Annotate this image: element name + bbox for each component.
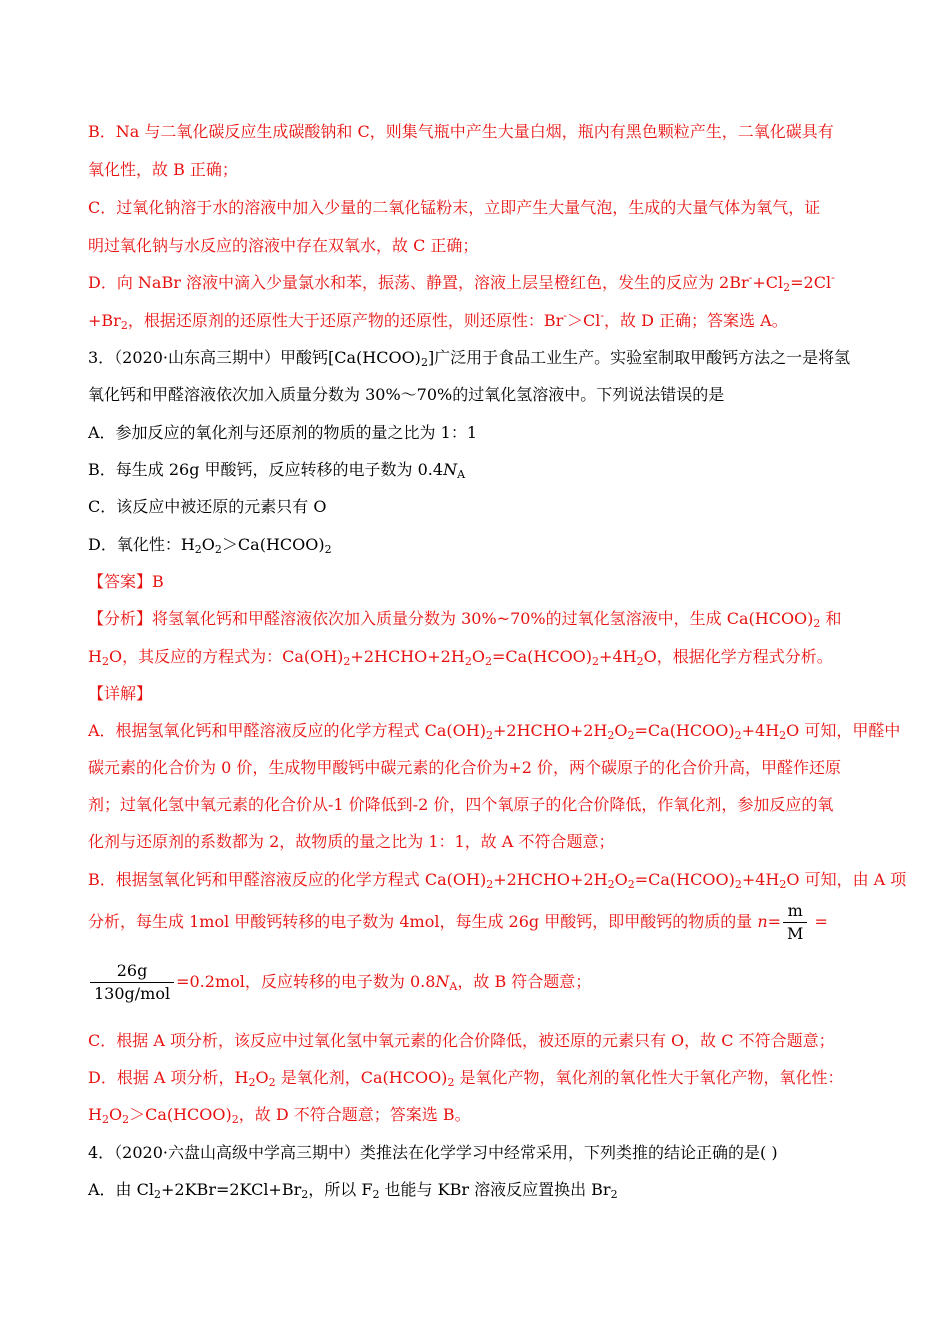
q3-detail-a-line2: 碳元素的化合价为 0 价，生成物甲酸钙中碳元素的化合价为+2 价，两个碳原子的化合价升高，甲醛作还原 — [88, 758, 842, 777]
q3-stem-line2: 氧化钙和甲醛溶液依次加入质量分数为 30%～70%的过氧化氢溶液中。下列说法错误的是 — [88, 385, 725, 404]
q3-detail-label: 【详解】 — [88, 684, 153, 703]
q3-option-a: A．参加反应的氧化剂与还原剂的物质的量之比为 1：1 — [88, 423, 478, 442]
q3-analysis-line2: $H_2O$，其反应的方程式为：$Ca(OH)_2+2HCHO+2H_2O_2=Ca(HCOO)_2+4H_2O$，根据化学方程式分析。 — [88, 647, 833, 668]
fraction-m-over-m: $\frac{m}{M}$ — [783, 900, 807, 945]
q3-detail-b-line1: B．根据氢氧化钙和甲醛溶液反应的化学方程式 $Ca(OH)_2+2HCHO+2H_2O_2=Ca(HCOO)_2+4H_2O$ 可知，由 A 项 — [88, 870, 907, 891]
q3-detail-c: C．根据 A 项分析，该反应中过氧化氢中氧元素的化合价降低，被还原的元素只有 O，故 C 不符合题意； — [88, 1031, 835, 1050]
q3-detail-b-line2: 分析，每生成 1mol 甲酸钙转移的电子数为 4mol，每生成 26g 甲酸钙，即甲酸钙的物质的量 n= $\frac{m}{M}$ = — [88, 901, 828, 943]
q3-detail-d-line2: $H_2O_2>Ca(HCOO)_2$，故 D 不符合题意；答案选 B。 — [88, 1105, 471, 1126]
q3-detail-a-line4: 化剂与还原剂的系数都为 2，故物质的量之比为 1：1，故 A 不符合题意； — [88, 832, 615, 851]
q3-stem-line1: 3．（2020·山东高三期中）甲酸钙$[Ca(HCOO)_2]$广泛用于食品工业生产。实验室制取甲酸钙方法之一是将氢 — [88, 348, 851, 369]
q3-option-b: B．每生成 26g 甲酸钙，反应转移的电子数为 $0.4N_A$ — [88, 460, 466, 481]
q2-explain-b-line2: 氧化性，故 B 正确； — [88, 160, 238, 179]
q2-explain-d-line2: $+Br_2$，根据还原剂的还原性大于还原产物的还原性，则还原性：Br-＞Cl-，故 D 正确；答案选 A。 — [88, 309, 788, 332]
q3-detail-b-line3: $\frac{26g}{\text{130g/mol}}$ =0.2mol，反应转移的电子数为 $0.8N_A$，故 B 符合题意； — [88, 960, 591, 1005]
q3-analysis-line1: 【分析】将氢氧化钙和甲醛溶液依次加入质量分数为 30%~70%的过氧化氢溶液中，生成 $Ca(HCOO)_2$ 和 — [88, 609, 842, 630]
fraction-26g-over-130gmol: $\frac{26g}{\text{130g/mol}}$ — [90, 960, 174, 1005]
q3-answer: 【答案】B — [88, 572, 164, 591]
q4-stem: 4．（2020·六盘山高级中学高三期中）类推法在化学学习中经常采用，下列类推的结论正确的是( ) — [88, 1143, 778, 1162]
q4-option-a: A．由 $Cl_2+2KBr=2KCl+Br_2$，所以 $F_2$ 也能与 KBr 溶液反应置换出 $Br_2$ — [88, 1180, 618, 1201]
q3-detail-a-line1: A．根据氢氧化钙和甲醛溶液反应的化学方程式 $Ca(OH)_2+2HCHO+2H_2O_2=Ca(HCOO)_2+4H_2O$ 可知，甲醛中 — [88, 721, 901, 742]
q2-explain-b-line1: B．Na 与二氧化碳反应生成碳酸钠和 C，则集气瓶中产生大量白烟，瓶内有黑色颗粒产生，二氧化碳具有 — [88, 122, 834, 141]
q2-explain-d-line1: D．向 NaBr 溶液中滴入少量氯水和苯，振荡、静置，溶液上层呈橙红色，发生的反应为 $2Br^-+Cl_2=2Cl^-$ — [88, 271, 835, 294]
q2-explain-c-line2: 明过氧化钠与水反应的溶液中存在双氧水，故 C 正确； — [88, 236, 479, 255]
q3-detail-d-line1: D．根据 A 项分析，$H_2O_2$ 是氧化剂，$Ca(HCOO)_2$ 是氧化产物，氧化剂的氧化性大于氧化产物，氧化性： — [88, 1068, 844, 1089]
q3-option-c: C．该反应中被还原的元素只有 O — [88, 497, 327, 516]
q3-option-d: D．氧化性：$H_2O_2>Ca(HCOO)_2$ — [88, 535, 332, 556]
q2-explain-c-line1: C．过氧化钠溶于水的溶液中加入少量的二氧化锰粉末，立即产生大量气泡，生成的大量气体为氧气，证 — [88, 198, 821, 217]
q3-detail-a-line3: 剂；过氧化氢中氧元素的化合价从-1 价降低到-2 价，四个氧原子的化合价降低，作氧化剂，参加反应的氧 — [88, 795, 834, 814]
